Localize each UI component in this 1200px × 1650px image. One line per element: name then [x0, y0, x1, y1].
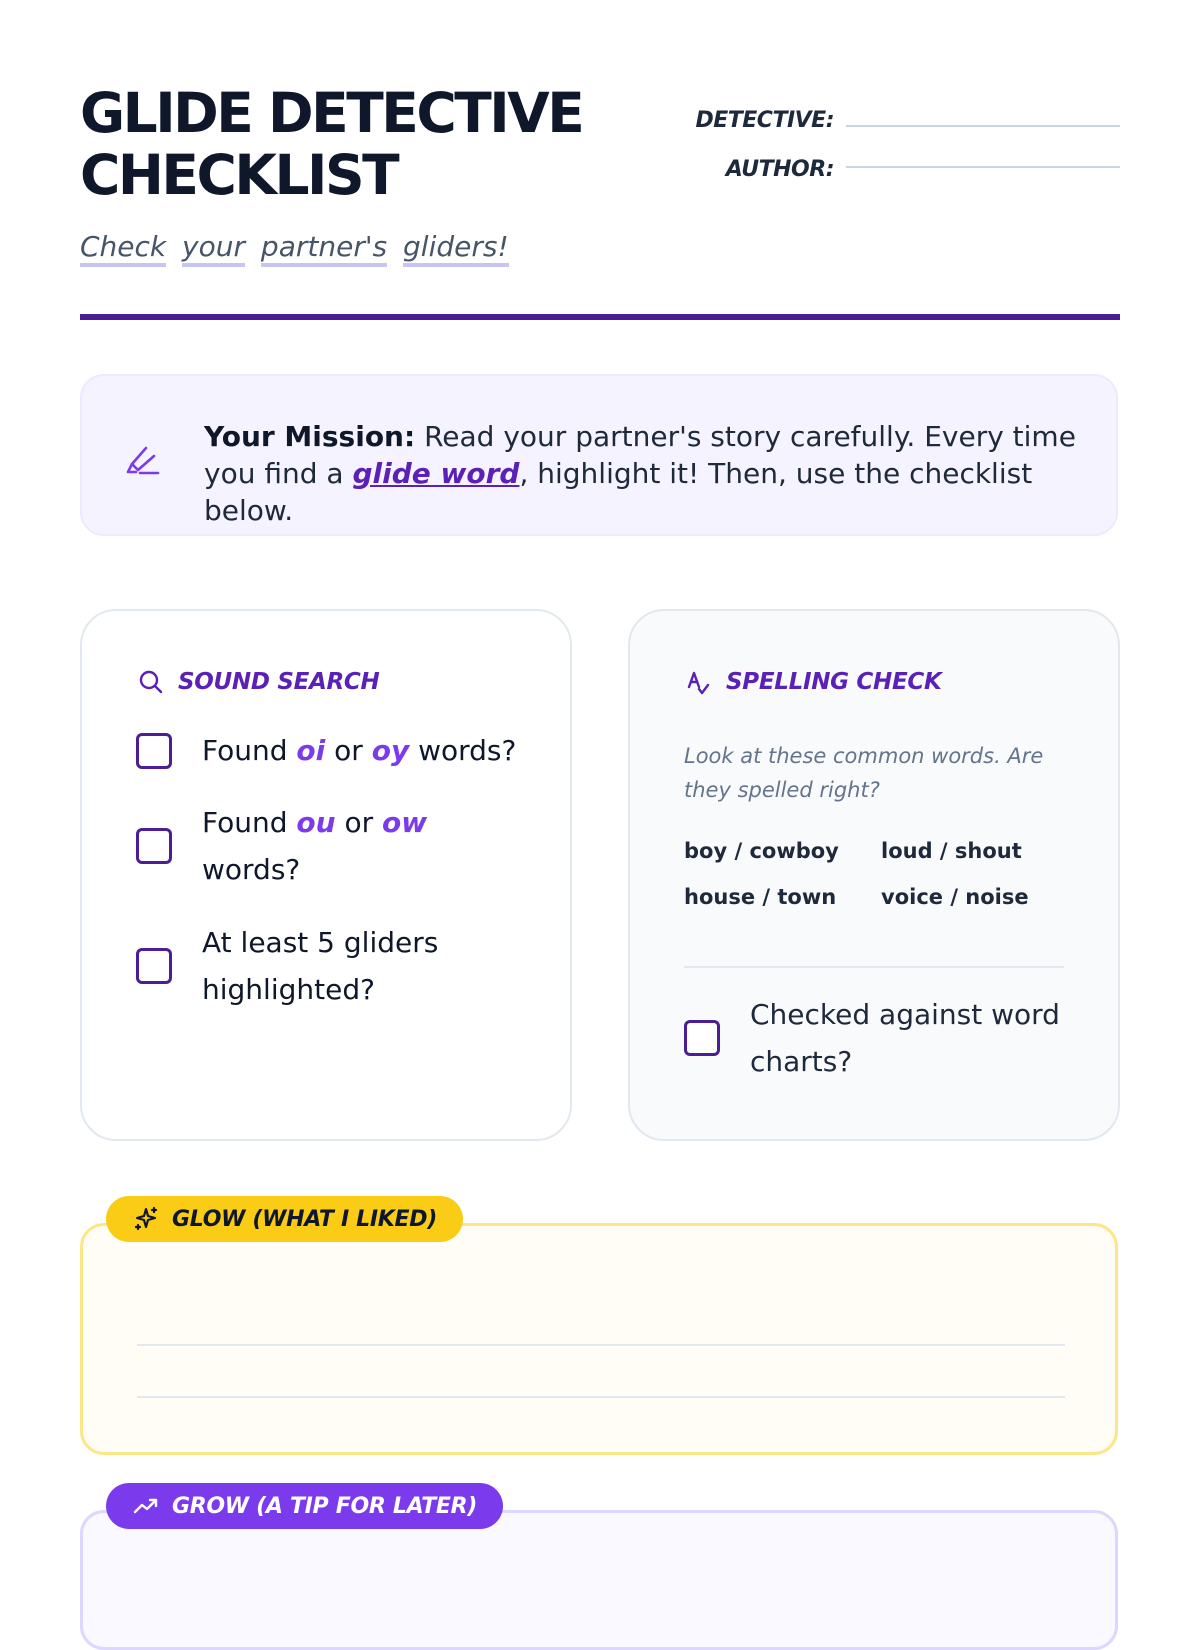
- glide-sound: oi: [296, 734, 326, 767]
- checkbox[interactable]: [136, 733, 172, 769]
- mission-lead: Your Mission:: [204, 420, 416, 453]
- subtitle-word: partner's: [261, 231, 387, 267]
- mission-text: [204, 418, 1084, 529]
- spelling-check-title: SPELLING CHECK: [726, 669, 942, 695]
- grow-writing-area[interactable]: [80, 1510, 1118, 1650]
- checkbox[interactable]: [136, 948, 172, 984]
- text-part: or: [325, 734, 372, 767]
- common-word: loud / shout: [881, 839, 1022, 863]
- sparkles-icon: [132, 1205, 160, 1233]
- checklist-item-label: [202, 799, 502, 893]
- grow-label: GROW (A TIP FOR LATER): [172, 1493, 478, 1519]
- detective-write-line[interactable]: [846, 125, 1120, 127]
- text-part: Found: [202, 734, 297, 767]
- writing-line: [137, 1344, 1065, 1346]
- subtitle-word: gliders!: [403, 231, 509, 267]
- spelling-check-card: [628, 609, 1120, 1141]
- title-line-1: GLIDE DETECTIVE: [80, 81, 583, 145]
- highlighter-icon: [124, 440, 164, 480]
- trending-up-icon: [132, 1492, 160, 1520]
- page-title: [80, 82, 640, 206]
- title-line-2: CHECKLIST: [80, 143, 398, 207]
- glide-sound: ow: [382, 806, 428, 839]
- card-divider: [684, 966, 1064, 968]
- checklist-item-word-charts: [684, 991, 1070, 1085]
- checklist-item-oi-oy: [136, 727, 516, 774]
- checklist-item-label: [202, 727, 516, 774]
- writing-line: [137, 1396, 1065, 1398]
- glide-sound: ou: [296, 806, 336, 839]
- common-word: boy / cowboy: [684, 839, 839, 863]
- header-divider: [80, 314, 1120, 320]
- glow-tag: [106, 1196, 463, 1242]
- mission-box: [80, 374, 1118, 536]
- text-part: or: [335, 806, 383, 839]
- text-part: words?: [202, 853, 301, 886]
- spelling-check-heading: [684, 667, 941, 697]
- subtitle: [80, 230, 516, 267]
- spell-check-icon: [684, 667, 714, 697]
- glow-label: GLOW (WHAT I LIKED): [172, 1206, 437, 1232]
- sound-search-card: [80, 609, 572, 1141]
- checklist-item-five-gliders: [136, 919, 502, 1013]
- checkbox[interactable]: [136, 828, 172, 864]
- common-word: voice / noise: [881, 885, 1029, 909]
- subtitle-word: your: [182, 231, 245, 267]
- name-fields: [690, 84, 1120, 190]
- glide-word-highlight: glide word: [352, 457, 520, 490]
- author-field: [690, 137, 1120, 190]
- detective-label: DETECTIVE:: [695, 108, 834, 133]
- checkbox[interactable]: [684, 1020, 720, 1056]
- spelling-hint: Look at these common words. Are they spelled right?: [684, 744, 1044, 802]
- detective-field: [690, 84, 1120, 137]
- text-part: words?: [409, 734, 517, 767]
- author-write-line[interactable]: [846, 166, 1120, 168]
- common-word: house / town: [684, 885, 837, 909]
- glow-writing-area[interactable]: [80, 1223, 1118, 1455]
- author-label: AUTHOR:: [725, 157, 834, 182]
- grow-tag: [106, 1483, 503, 1529]
- mission-text-after: , highlight it! Then, use the checklist below.: [204, 457, 1033, 527]
- worksheet-page: [80, 0, 1120, 1600]
- checklist-item-label: Checked against word charts?: [750, 998, 1060, 1078]
- sound-search-title: SOUND SEARCH: [178, 669, 380, 695]
- checklist-item-ou-ow: [136, 799, 502, 893]
- search-icon: [136, 667, 166, 697]
- mission-text-before: Read your partner's story carefully. Every time you find a: [204, 420, 1076, 490]
- text-part: Found: [202, 806, 297, 839]
- sound-search-heading: [136, 667, 379, 697]
- checklist-item-label: At least 5 gliders highlighted?: [202, 926, 439, 1006]
- subtitle-word: Check: [80, 231, 166, 267]
- glide-sound: oy: [371, 734, 410, 767]
